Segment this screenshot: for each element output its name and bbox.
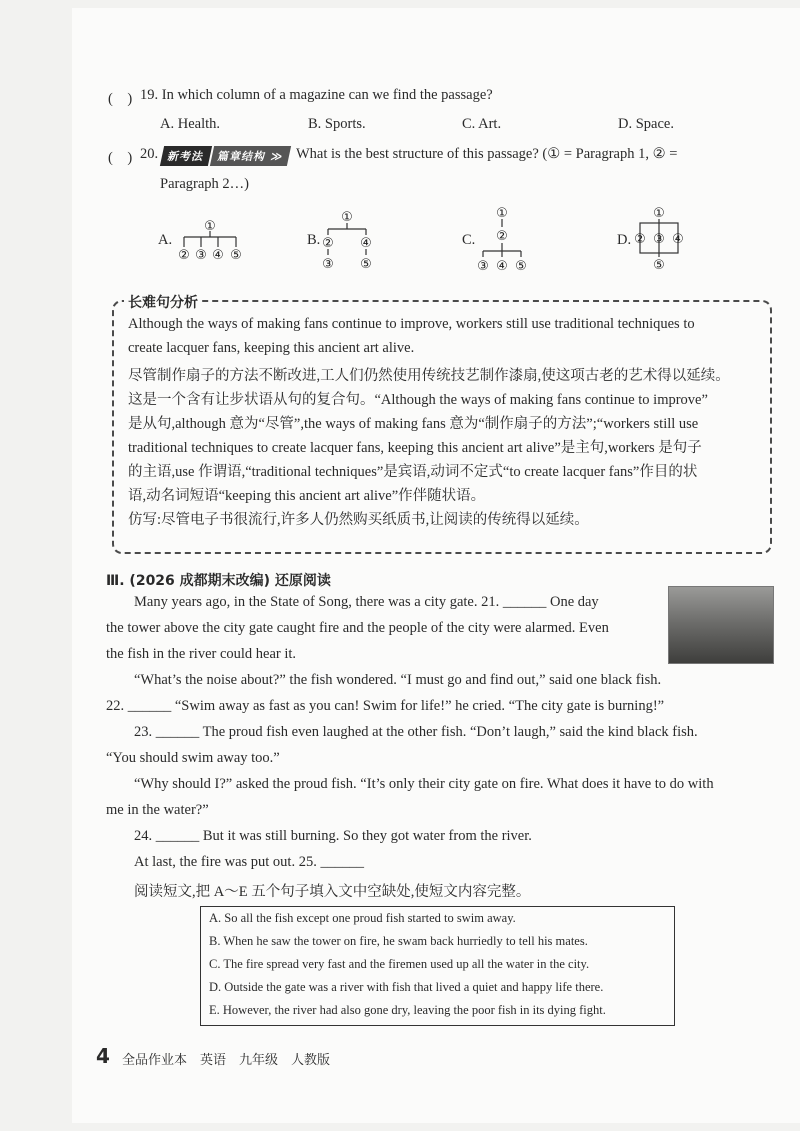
analysis-line-7: 的主语,use 作谓语,“traditional techniques”是宾语,动词不定式“to create lacquer fans”作目的状 (128, 464, 698, 480)
diagram-a-node-2: ② (178, 248, 190, 263)
passage-line-8: “Why should I?” asked the proud fish. “It’s only their city gate on fire. What does it have to do with (134, 776, 714, 792)
q20-question-line1: What is the best structure of this passage? (① = Paragraph 1, ② = (296, 146, 678, 162)
diagram-d-node-5: ⑤ (653, 258, 665, 273)
diagram-a-node-3: ③ (195, 248, 207, 263)
instruction: 阅读短文,把 A～E 五个句子填入文中空缺处,使短文内容完整。 (134, 884, 531, 900)
footer-book-title: 全品作业本 英语 九年级 人教版 (122, 1053, 331, 1068)
passage-line-10: 24. ______ But it was still burning. So they got water from the river. (134, 828, 532, 844)
q19-option-a[interactable]: A. Health. (160, 116, 220, 132)
diagram-b-node-4: ④ (360, 236, 372, 251)
option-b[interactable]: B. When he saw the tower on fire, he swam back hurriedly to tell his mates. (209, 934, 588, 948)
analysis-title: 长难句分析 (124, 292, 202, 312)
structure-diagrams (170, 205, 770, 277)
diagram-c-node-3: ③ (477, 259, 489, 274)
passage-line-6: 23. ______ The proud fish even laughed at the other fish. “Don’t laugh,” said the kind black fish. (134, 724, 698, 740)
diagram-c-node-4: ④ (496, 259, 508, 274)
q20-number: 20. (140, 146, 159, 162)
diagram-a-node-4: ④ (212, 248, 224, 263)
q19-option-b[interactable]: B. Sports. (308, 116, 366, 132)
diagram-c-node-1: ① (496, 206, 508, 221)
diagram-c-node-5: ⑤ (515, 259, 527, 274)
option-a[interactable]: A. So all the fish except one proud fish started to swim away. (209, 911, 516, 925)
q20-option-b-label[interactable]: B. (307, 232, 321, 248)
diagram-d-node-2: ② (634, 232, 646, 247)
q19-option-c[interactable]: C. Art. (462, 116, 502, 132)
q20-option-c-label[interactable]: C. (462, 232, 476, 248)
diagram-c-node-2: ② (496, 229, 508, 244)
section-3-heading: Ⅲ. (2026 成都期末改编) 还原阅读 (106, 573, 331, 589)
diagram-a-node-5: ⑤ (230, 248, 242, 263)
options-table (200, 906, 675, 1026)
diagram-d-node-4: ④ (672, 232, 684, 247)
diagram-b-node-5: ⑤ (360, 257, 372, 272)
passage-line-5: 22. ______ “Swim away as fast as you can! Swim for life!” he cried. “The city gate is burning!” (106, 698, 665, 714)
option-e[interactable]: E. However, the river had also gone dry, leaving the poor fish in its dying fight. (209, 1003, 606, 1017)
diagram-a-node-1: ① (204, 219, 216, 234)
structure-tag (212, 145, 289, 166)
diagram-b-node-1: ① (341, 210, 353, 225)
q19-paren[interactable]: ( ) (108, 91, 133, 107)
diagram-b-node-3: ③ (322, 257, 334, 272)
q19-question: 19. In which column of a magazine can we find the passage? (140, 87, 493, 103)
page-number: 4 (96, 1044, 110, 1068)
analysis-line-3: 尽管制作扇子的方法不断改进,工人们仍然使用传统技艺制作漆扇,使这项古老的艺术得以延续。 (128, 368, 730, 384)
q20-paren[interactable]: ( ) (108, 150, 133, 166)
q19-option-d[interactable]: D. Space. (618, 116, 674, 132)
passage-line-2: the tower above the city gate caught fire and the people of the city were alarmed. Even (106, 620, 609, 636)
q20-question-line2: Paragraph 2…) (160, 176, 249, 192)
passage-line-9: me in the water?” (106, 802, 209, 818)
diagram-b-node-2: ② (322, 236, 334, 251)
option-c[interactable]: C. The fire spread very fast and the firemen used up all the water in the city. (209, 957, 590, 971)
analysis-line-6: traditional techniques to create lacquer fans, keeping this ancient art alive”是主句,workers 是句子 (128, 440, 702, 456)
passage-line-7: “You should swim away too.” (106, 750, 280, 766)
structure-label: 篇章结构 ≫ (210, 146, 292, 166)
q20-option-d-label[interactable]: D. (617, 232, 632, 248)
q20-option-a-label[interactable]: A. (158, 232, 173, 248)
option-d[interactable]: D. Outside the gate was a river with fish that lived a quiet and happy life there. (209, 980, 604, 994)
passage-line-11: At last, the fire was put out. 25. ______ (134, 854, 364, 870)
passage-line-1: Many years ago, in the State of Song, there was a city gate. 21. ______ One day (134, 594, 599, 610)
analysis-line-2: create lacquer fans, keeping this ancient art alive. (128, 340, 415, 356)
analysis-line-1: Although the ways of making fans continue to improve, workers still use traditional techniques to (128, 316, 695, 332)
new-exam-label: 新考法 (160, 146, 212, 166)
analysis-line-8: 语,动名词短语“keeping this ancient art alive”作伴随状语。 (128, 488, 486, 504)
analysis-line-4: 这是一个含有让步状语从句的复合句。“Although the ways of making fans continue to improve” (128, 392, 708, 408)
analysis-line-9: 仿写:尽管电子书很流行,许多人仍然购买纸质书,让阅读的传统得以延续。 (128, 512, 589, 528)
diagram-d-node-1: ① (653, 206, 665, 221)
passage-line-3: the fish in the river could hear it. (106, 646, 297, 662)
passage-line-4: “What’s the noise about?” the fish wondered. “I must go and find out,” said one black fish. (134, 672, 662, 688)
diagram-d-node-3: ③ (653, 232, 665, 247)
analysis-line-5: 是从句,although 意为“尽管”,the ways of making fans 意为“制作扇子的方法”;“workers still use (128, 416, 699, 432)
new-exam-tag (162, 145, 210, 166)
city-gate-fire-image (668, 586, 774, 664)
